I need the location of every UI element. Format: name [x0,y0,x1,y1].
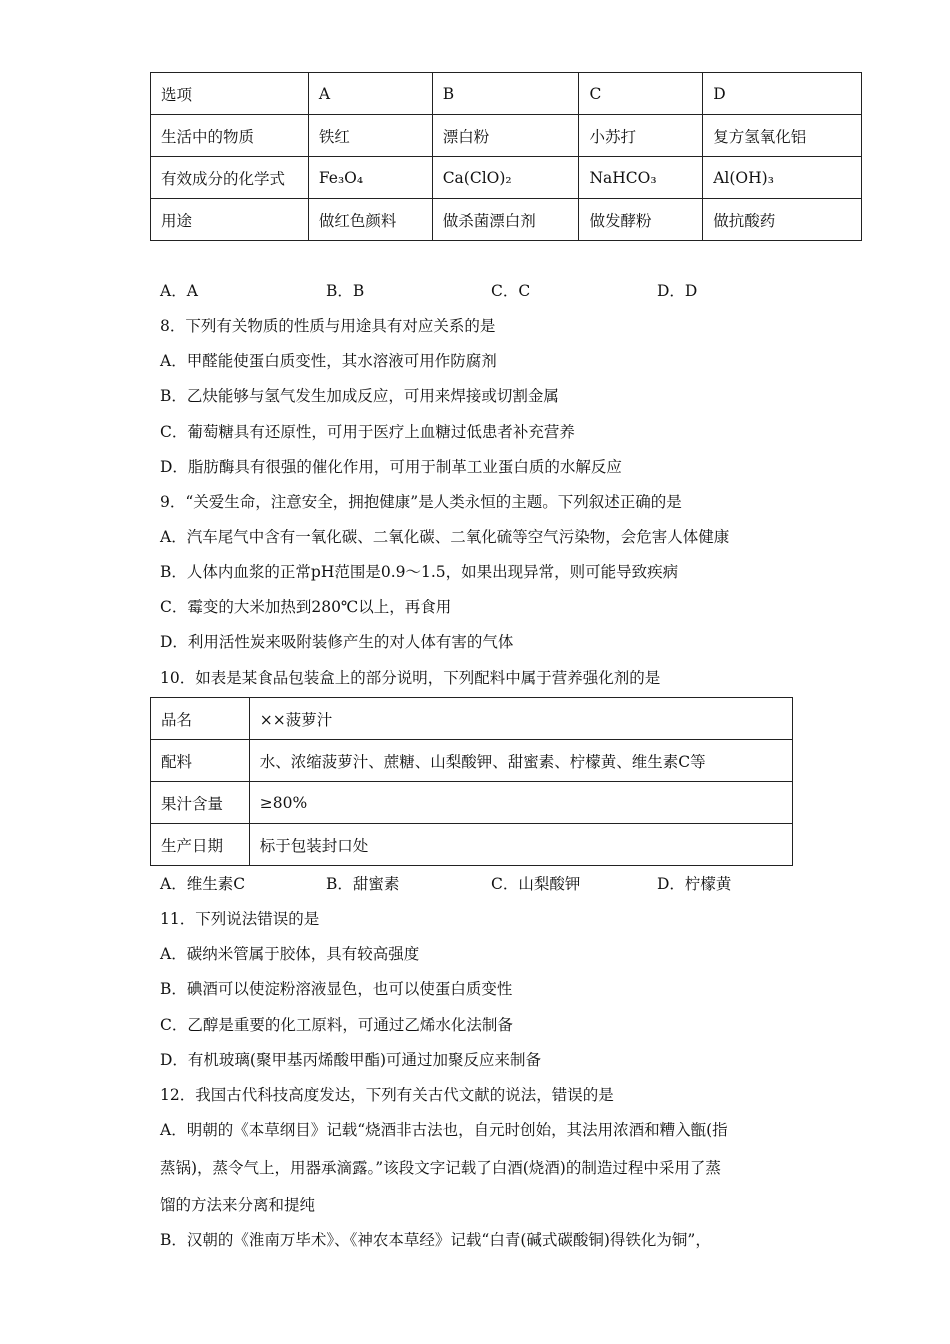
q10-option-b: B．甜蜜素 [326,875,400,893]
q11-stem: 11．下列说法错误的是 [160,910,320,928]
q11-option-a: A．碳纳米管属于胶体，具有较高强度 [160,945,420,963]
q7-option-a: A．A [160,282,198,300]
substance-table [150,72,862,241]
q7-option-d: D．D [657,282,698,300]
q10-stem: 10．如表是某食品包装盒上的部分说明，下列配料中属于营养强化剂的是 [160,669,661,687]
table-cell: 选项 [151,73,309,115]
q9-stem: 9．“关爱生命，注意安全，拥抱健康”是人类永恒的主题。下列叙述正确的是 [160,493,682,511]
table-cell: 做红色颜料 [308,199,432,241]
table-cell: 复方氢氧化铝 [703,115,862,157]
q8-option-b: B．乙炔能够与氢气发生加成反应，可用来焊接或切割金属 [160,387,559,405]
table-cell: B [432,73,579,115]
table-cell: A [308,73,432,115]
q12-option-a-line1: A．明朝的《本草纲目》记载“烧酒非古法也，自元时创始，其法用浓酒和糟入甑(指 [160,1121,728,1139]
table-cell: 生产日期 [151,824,250,866]
table-cell: D [703,73,862,115]
q8-option-c: C．葡萄糖具有还原性，可用于医疗上血糖过低患者补充营养 [160,423,575,441]
table-cell: Al(OH)₃ [703,157,862,199]
q7-option-b: B．B [326,282,365,300]
q10-option-a: A．维生素C [160,875,246,893]
table-cell: 果汁含量 [151,782,250,824]
q10-option-d: D．柠檬黄 [657,875,732,893]
table-cell: 小苏打 [579,115,703,157]
table-cell: 做杀菌漂白剂 [432,199,579,241]
table-cell: 标于包装封口处 [249,824,792,866]
table-cell: Fe₃O₄ [308,157,432,199]
table-cell: 配料 [151,740,250,782]
q9-option-c: C．霉变的大米加热到280℃以上，再食用 [160,598,452,616]
q9-option-a: A．汽车尾气中含有一氧化碳、二氧化碳、二氧化硫等空气污染物，会危害人体健康 [160,528,730,546]
q9-option-d: D．利用活性炭来吸附装修产生的对人体有害的气体 [160,633,514,651]
table-cell: 品名 [151,698,250,740]
table-cell: C [579,73,703,115]
table-cell: 有效成分的化学式 [151,157,309,199]
q11-option-c: C．乙醇是重要的化工原料，可通过乙烯水化法制备 [160,1016,513,1034]
table-cell: NaHCO₃ [579,157,703,199]
table-cell: 水、浓缩菠萝汁、蔗糖、山梨酸钾、甜蜜素、柠檬黄、维生素C等 [249,740,792,782]
q8-stem: 8．下列有关物质的性质与用途具有对应关系的是 [160,317,496,335]
q11-option-b: B．碘酒可以使淀粉溶液显色，也可以使蛋白质变性 [160,980,513,998]
q9-option-b: B．人体内血浆的正常pH范围是0.9～1.5，如果出现异常，则可能导致疾病 [160,563,679,581]
q11-option-d: D．有机玻璃(聚甲基丙烯酸甲酯)可通过加聚反应来制备 [160,1051,542,1069]
table-cell: 做发酵粉 [579,199,703,241]
q7-option-c: C．C [491,282,531,300]
food-label-table [150,697,793,866]
table-cell: 漂白粉 [432,115,579,157]
q12-stem: 12．我国古代科技高度发达，下列有关古代文献的说法，错误的是 [160,1086,614,1104]
table-cell: 做抗酸药 [703,199,862,241]
q8-option-a: A．甲醛能使蛋白质变性，其水溶液可用作防腐剂 [160,352,497,370]
table-cell: 生活中的物质 [151,115,309,157]
table-cell: Ca(ClO)₂ [432,157,579,199]
q12-option-a-line2: 蒸锅)，蒸令气上，用器承滴露。”该段文字记载了白酒(烧酒)的制造过程中采用了蒸 [160,1159,721,1177]
table-cell: ≥80% [249,782,792,824]
table-cell: 铁红 [308,115,432,157]
table-cell: ××菠萝汁 [249,698,792,740]
q10-option-c: C．山梨酸钾 [491,875,581,893]
table-cell: 用途 [151,199,309,241]
q8-option-d: D．脂肪酶具有很强的催化作用，可用于制革工业蛋白质的水解反应 [160,458,622,476]
q12-option-b-line1: B．汉朝的《淮南万毕术》、《神农本草经》记载“白青(碱式碳酸铜)得铁化为铜”， [160,1231,711,1249]
q12-option-a-line3: 馏的方法来分离和提纯 [160,1196,316,1214]
